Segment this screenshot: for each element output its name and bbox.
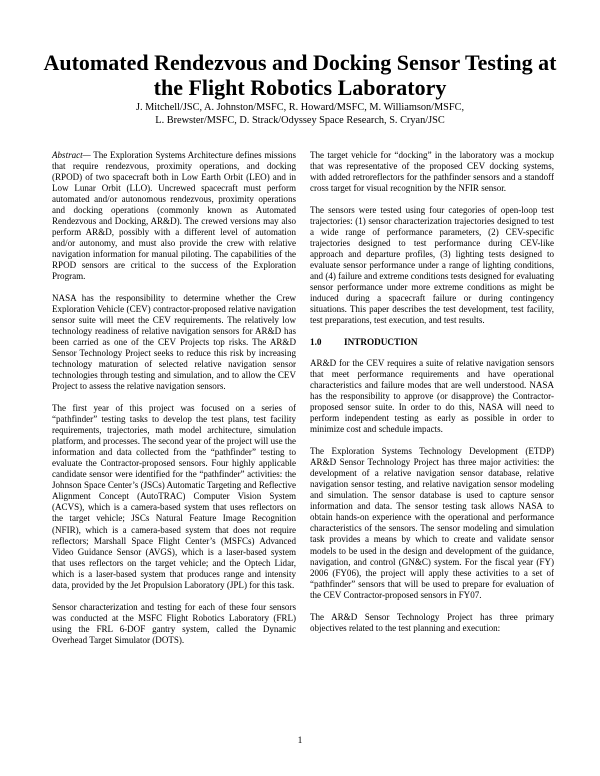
page-number: 1 <box>297 736 303 746</box>
body-paragraph: The first year of this project was focused on a series of “pathfinder” testing tasks to develop the test plans, test facility requirements, trajectories, math model architecture, simulation platform, and processes. The second year of the project will use the information and data collected from the “pathfinder” testing to evaluate the Contractor-proposed sensors. Four highly applicable candidate sensor were identified for the “pathfinder” activities: the Johnson Space Center’s (JSCs) Automatic Targeting and Reflective Alignment Concept (AutoTRAC) Computer Vision System (ACVS), which is a camera-based system that uses reflectors on the target vehicle; JSCs Natural Feature Image Recognition (NFIR), which is a camera-based system that does not require reflectors; Marshall Space Flight Center’s (MSFCs) Advanced Video Guidance Sensor (AVGS), which is a laser-based system that uses reflectors on the target vehicle; and the Optech Lidar, which is a laser-based system that produces range and intensity data, provided by the Jet Propulsion Laboratory (JPL) for this task. <box>52 403 296 590</box>
left-column <box>52 150 296 657</box>
body-paragraph: The AR&D Sensor Technology Project has three primary objectives related to the test planning and execution: <box>310 611 554 633</box>
body-paragraph: The Exploration Systems Technology Development (ETDP) AR&D Sensor Technology Project has three major activities: the development of a relative navigation sensor database, relative navigation sensor testing, and relative navigation sensor modeling and simulation. The sensor database is used to capture sensor information and data. The sensor testing task allows NASA to obtain hands-on experience with the operational and performance characteristics of the sensors. The sensor modeling and simulation task provides a means by which to create and validate sensor models to be used in the design and development of the guidance, navigation, and control (GN&C) system. For the fiscal year (FY) 2006 (FY06), the project will apply these activities to a set of “pathfinder” sensors that will be used to prepare for evaluation of the CEV Contractor-proposed sensors in FY07. <box>310 446 554 600</box>
author-line-1: J. Mitchell/JSC, A. Johnston/MSFC, R. Howard/MSFC, M. Williamson/MSFC, <box>135 102 465 113</box>
author-line-2: L. Brewster/MSFC, D. Strack/Odyssey Space Research, S. Cryan/JSC <box>155 115 445 126</box>
section-heading <box>310 337 554 348</box>
abstract-paragraph <box>52 150 296 282</box>
body-paragraph: The sensors were tested using four categories of open-loop test trajectories: (1) sensor characterization trajectories designed to test a wide range of performance parameters, (2) CEV-specific trajectories designed to test performance during CEV-like approach and departure profiles, (3) lighting tests designed to evaluate sensor performance under a range of lighting conditions, and (4) failure and extreme conditions tests designed for evaluating sensor performance under more extreme conditions as might be induced during a spacecraft failure or during contingency situations. This paper describes the test development, test facility, test preparations, test execution, and test results. <box>310 205 554 326</box>
body-paragraph: AR&D for the CEV requires a suite of relative navigation sensors that meet performance requirements and have operational characteristics and failure modes that are well understood. NASA has the responsibility to approve (or disapprove) the Contractor-proposed sensor suite. In order to do this, NASA will need to perform independent testing as early as possible in order to minimize cost and schedule impacts. <box>310 358 554 435</box>
abstract-label: Abstract— <box>52 150 91 160</box>
body-paragraph: The target vehicle for “docking” in the laboratory was a mockup that was representative of the proposed CEV docking systems, with added retroreflectors for the pathfinder sensors and a standoff cross target for visual recognition by the NFIR sensor. <box>310 150 554 194</box>
section-title: INTRODUCTION <box>344 337 418 348</box>
paper-title: Automated Rendezvous and Docking Sensor Testing at the Flight Robotics Laboratory <box>43 50 557 100</box>
body-paragraph: Sensor characterization and testing for each of these four sensors was conducted at the MSFC Flight Robotics Laboratory (FRL) using the FRL 6-DOF gantry system, called the Dynamic Overhead Target Simulator (DOTS). <box>52 601 296 645</box>
section-number: 1.0 <box>310 337 322 348</box>
body-paragraph: NASA has the responsibility to determine whether the Crew Exploration Vehicle (CEV) contractor-proposed relative navigation sensor suite will meet the CEV requirements. The relatively low technology readiness of relative navigation sensors for AR&D has been carried as one of the CEV Projects top risks. The AR&D Sensor Technology Project seeks to reduce this risk by increasing technology maturation of selected relative navigation sensor technologies through testing and simulation, and to allow the CEV Project to assess the relative navigation sensors. <box>52 293 296 392</box>
abstract-text: The Exploration Systems Architecture defines missions that require rendezvous, proximity operations, and docking (RPOD) of two spacecraft both in Low Earth Orbit (LEO) and in Low Lunar Orbit (LLO). Uncrewed spacecraft must perform automated and/or autonomous rendezvous, proximity operations and docking operations (commonly known as Automated Rendezvous and Docking, AR&D). The crewed versions may also perform AR&D, possibly with a different level of automation and/or autonomy, and must also provide the crew with relative navigation information for manual piloting. The capabilities of the RPOD sensors are critical to the success of the Exploration Program. <box>52 150 296 282</box>
author-list <box>40 101 560 127</box>
right-column <box>310 150 554 645</box>
